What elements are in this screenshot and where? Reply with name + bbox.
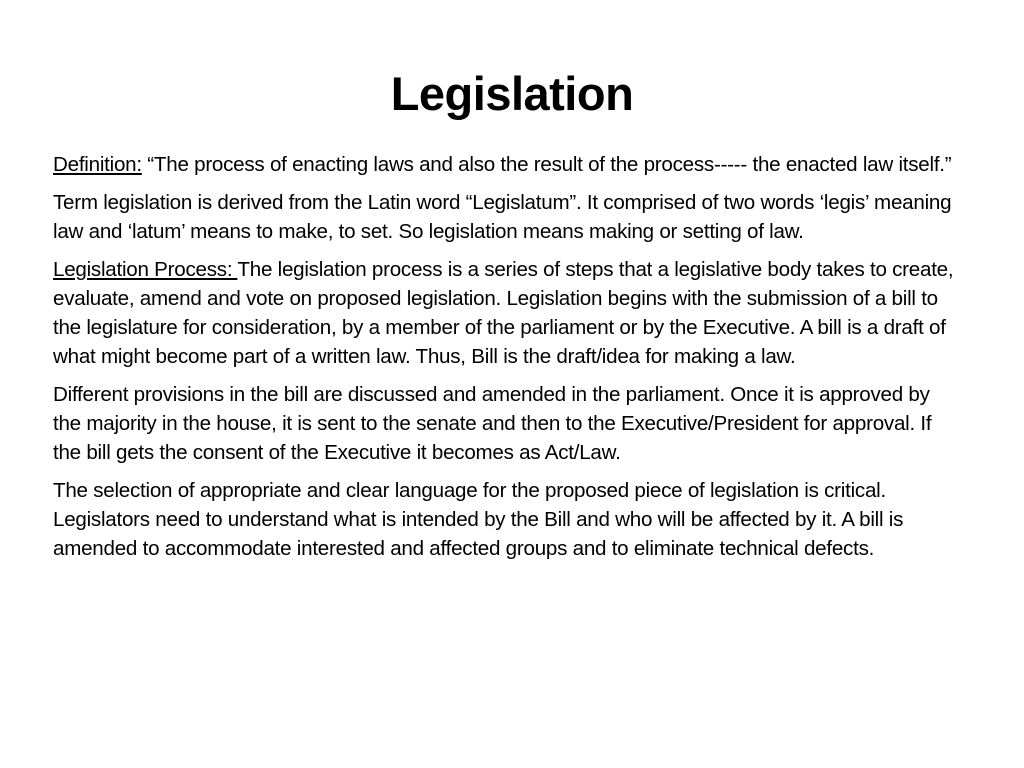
paragraph-definition [53, 150, 963, 179]
etymology-text: Term legislation is derived from the Latin word “Legislatum”. It comprised of two words ‘legis’ meaning law and ‘latum’ means to make, to set. So legislation means making or setting of law. [53, 190, 952, 243]
paragraph-language [53, 476, 963, 564]
definition-heading: Definition: [53, 153, 142, 176]
paragraph-process [53, 255, 963, 372]
language-text: The selection of appropriate and clear language for the proposed piece of legislation is critical. Legislators need to understand what is intended by the Bill and who will be affected by it. A bill is amended to accommodate interested and affected groups and to eliminate technical defects. [53, 479, 904, 561]
provisions-text: Different provisions in the bill are discussed and amended in the parliament. Once it is approved by the majority in the house, it is sent to the senate and then to the Executive/President for approval. If the bill gets the consent of the Executive it becomes as Act/Law. [53, 382, 932, 465]
definition-text: “The process of enacting laws and also the result of the process----- the enacted law itself.” [141, 153, 952, 176]
slide-title: Legislation [390, 67, 634, 120]
slide-body [53, 150, 963, 572]
process-heading: Legislation Process: [53, 257, 238, 281]
process-text: The legislation process is a series of steps that a legislative body takes to create, evaluate, amend and vote on proposed legislation. Legislation begins with the submission of a bill to the legislature for consideration, by a member of the parliament or by the Executive. A bill is a draft of what might become part of a written law. Thus, Bill is the draft/idea for making a law. [53, 257, 954, 369]
paragraph-provisions [53, 380, 963, 468]
paragraph-etymology [53, 188, 963, 246]
